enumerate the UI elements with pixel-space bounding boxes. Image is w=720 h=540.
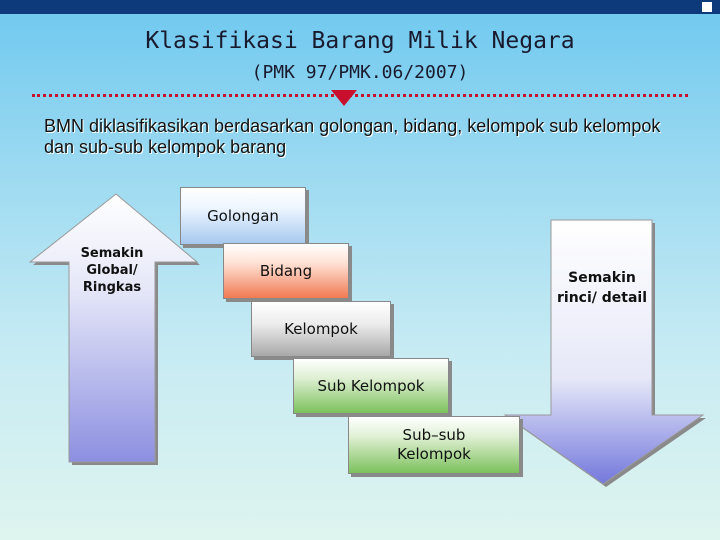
slide-title: Klasifikasi Barang Milik Negara: [145, 28, 575, 54]
level-bidang-label: Bidang: [259, 261, 313, 280]
up-arrow-icon: [30, 194, 200, 465]
level-kelompok: [251, 301, 391, 357]
level-sub-kelompok: [293, 358, 449, 414]
up-arrow-label: Semakin Global/ Ringkas: [80, 246, 144, 295]
level-sub-kelompok-label: Sub Kelompok: [317, 376, 425, 395]
level-sub-sub-kelompok-label: Sub–sub Kelompok: [397, 426, 471, 463]
level-sub-sub-kelompok: [348, 416, 520, 474]
down-arrow-label: Semakin rinci/ detail: [556, 270, 647, 306]
level-bidang: [223, 243, 349, 299]
level-golongan-label: Golongan: [207, 206, 279, 225]
down-arrow-icon: [505, 220, 706, 487]
level-golongan: [180, 187, 306, 245]
slide-description: BMN diklasifikasikan berdasarkan golongan, bidang, kelompok sub kelompok dan sub-sub kelompok barang: [44, 116, 661, 157]
slide-subtitle: (PMK 97/PMK.06/2007): [251, 62, 469, 83]
level-kelompok-label: Kelompok: [284, 319, 358, 338]
